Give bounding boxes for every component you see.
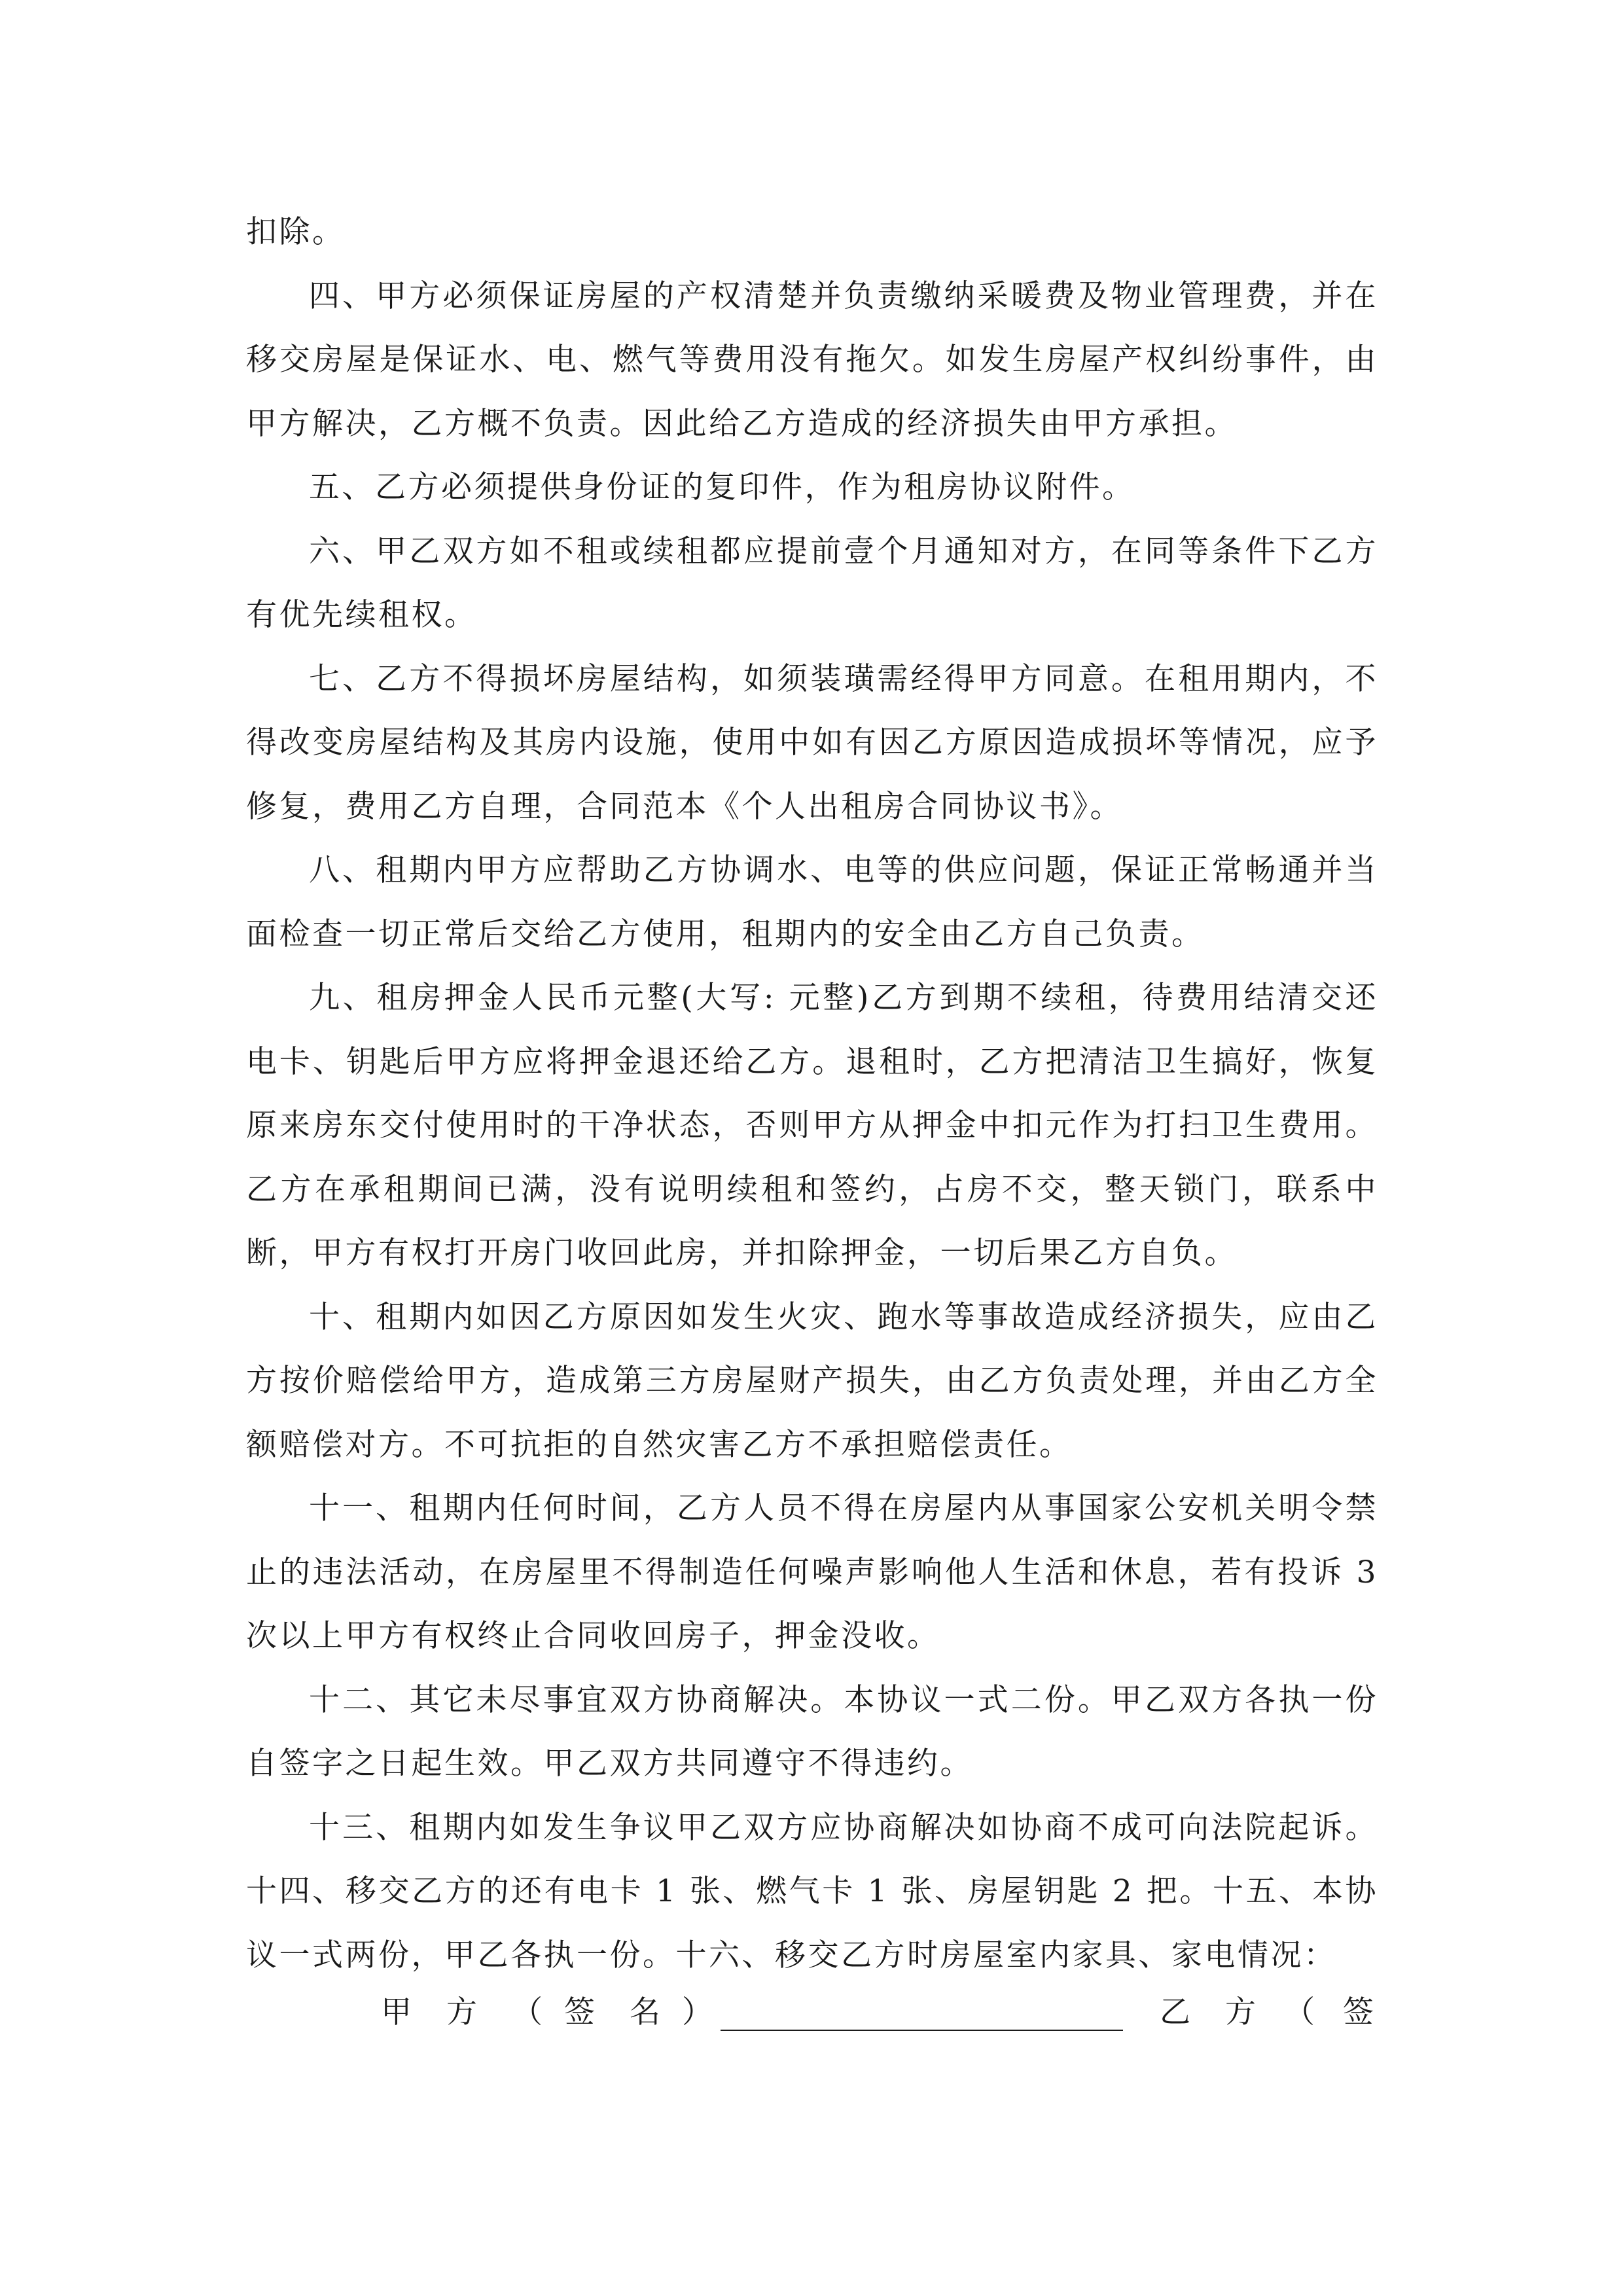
paragraph-clause-7: 七、乙方不得损坏房屋结构，如须装璜需经得甲方同意。在租用期内，不得改变房屋结构及其房内设施，使用中如有因乙方原因造成损坏等情况，应予修复，费用乙方自理，合同范本《个人出租房合同协议书》。: [246, 660, 1378, 825]
signature-party-a-char: 方: [446, 1994, 477, 2030]
paragraph-clause-4: 四、甲方必须保证房屋的产权清楚并负责缴纳采暖费及物业管理费，并在移交房屋是保证水、电、燃气等费用没有拖欠。如发生房屋产权纠纷事件，由甲方解决，乙方概不负责。因此给乙方造成的经济损失由甲方承担。: [246, 278, 1378, 442]
signature-party-a-char: （: [512, 1994, 543, 2030]
paragraph-clause-5: 五、乙方必须提供身份证的复印件，作为租房协议附件。: [309, 469, 1135, 505]
paragraph-clause-12: 十二、其它未尽事宜双方协商解决。本协议一式二份。甲乙双方各执一份自签字之日起生效。甲乙双方共同遵守不得违约。: [246, 1681, 1378, 1782]
paragraph-clause-9: 九、租房押金人民币元整(大写: 元整)乙方到期不续租，待费用结清交还电卡、钥匙后甲方应将押金退还给乙方。退租时，乙方把清洁卫生搞好，恢复原来房东交付使用时的干净状态，否则甲方从押金中扣元作为打扫卫生费用。乙方在承租期间已满，没有说明续租和签约，占房不交，整天锁门，联系中断，甲方有权打开房门收回此房，并扣除押金，一切后果乙方自负。: [246, 980, 1378, 1271]
signature-party-a-char: 名: [630, 1994, 660, 2030]
paragraph-clause-11: 十一、租期内任何时间，乙方人员不得在房屋内从事国家公安机关明令禁止的违法活动，在房屋里不得制造任何噪声影响他人生活和休息，若有投诉 3 次以上甲方有权终止合同收回房子，押金没收。: [246, 1490, 1378, 1654]
signature-party-a-char: ）: [682, 1994, 713, 2030]
paragraph-clause-13: 十三、租期内如发生争议甲乙双方应协商解决如协商不成可向法院起诉。十四、移交乙方的还有电卡 1 张、燃气卡 1 张、房屋钥匙 2 把。十五、本协议一式两份，甲乙各执一份。十六、移交乙方时房屋室内家具、家电情况：: [246, 1809, 1378, 1973]
signature-party-b-char: 签: [1343, 1994, 1374, 2030]
paragraph-clause-6: 六、甲乙双方如不租或续租都应提前壹个月通知对方，在同等条件下乙方有优先续租权。: [246, 533, 1378, 633]
signature-party-b-char: 乙: [1160, 1994, 1190, 2030]
signature-party-a-char: 甲: [381, 1994, 412, 2030]
signature-party-b-char: （: [1284, 1994, 1315, 2030]
signature-line: [246, 1981, 1378, 2045]
signature-blank-underline: [721, 2030, 1123, 2031]
signature-party-a-char: 签: [564, 1994, 595, 2030]
paragraph-clause-10: 十、租期内如因乙方原因如发生火灾、跑水等事故造成经济损失，应由乙方按价赔偿给甲方，造成第三方房屋财产损失，由乙方负责处理，并由乙方全额赔偿对方。不可抗拒的自然灾害乙方不承担赔偿责任。: [246, 1299, 1378, 1463]
paragraph-clause-8: 八、租期内甲方应帮助乙方协调水、电等的供应问题，保证正常畅通并当面检查一切正常后交给乙方使用，租期内的安全由乙方自己负责。: [246, 852, 1378, 952]
signature-party-b-char: 方: [1225, 1994, 1256, 2030]
paragraph-continuation: 扣除。: [246, 214, 346, 250]
document-body: [246, 200, 1378, 1987]
